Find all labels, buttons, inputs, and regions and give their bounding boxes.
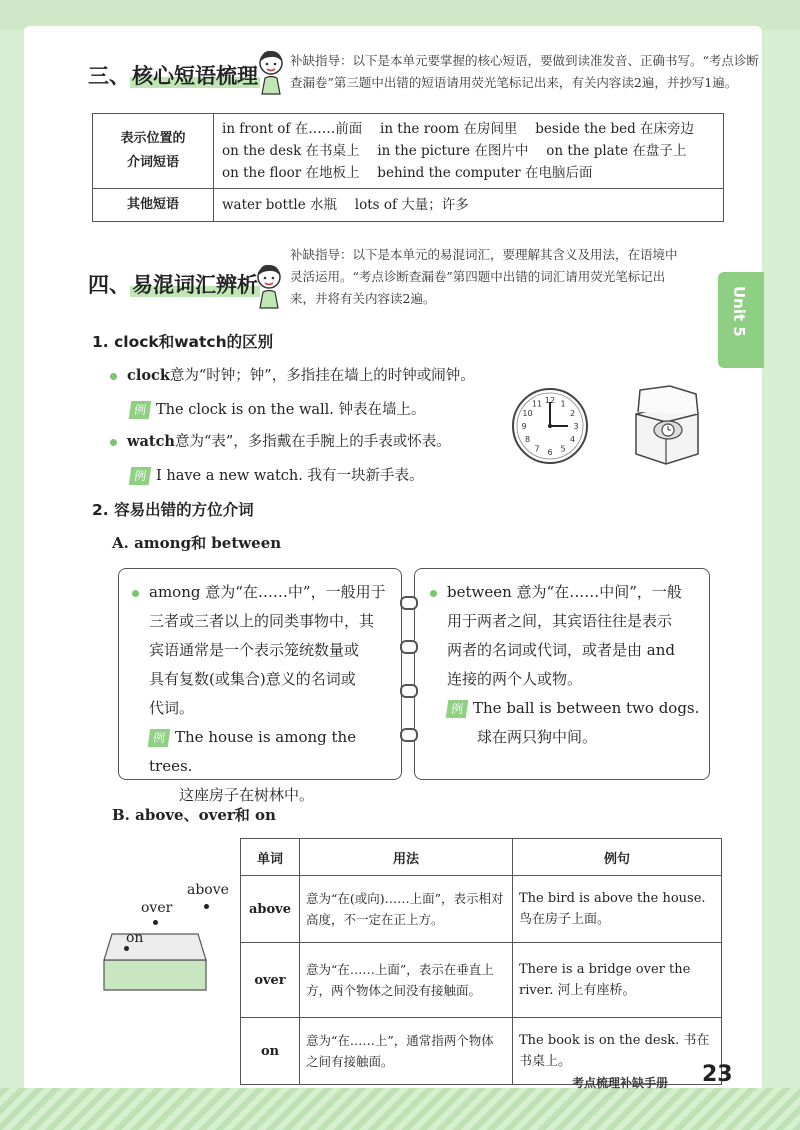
above-over-on-table — [240, 838, 722, 1085]
between-example: The ball is between two dogs. — [473, 699, 700, 717]
clock-number: 1 — [560, 399, 566, 409]
header-word: 单词 — [241, 839, 300, 876]
clock-text: 意为“时钟；钟”，多指挂在墙上的时钟或闹钟。 — [169, 368, 475, 384]
clock-definition — [110, 364, 475, 385]
clock-number: 2 — [569, 409, 576, 418]
diagram-label-on: on — [126, 930, 144, 946]
above-dot — [204, 904, 209, 909]
unit-tab — [718, 272, 764, 368]
clock-example — [130, 398, 426, 419]
table-row — [241, 876, 722, 943]
diagram-label-over: over — [141, 900, 173, 916]
among-translation: 这座房子在树林中。 — [179, 786, 315, 804]
watch-text: 意为“表”，多指戴在手腕上的手表或怀表。 — [174, 434, 451, 450]
watch-example — [130, 464, 423, 485]
among-text — [132, 578, 396, 810]
section3-number: 三、 — [88, 64, 130, 88]
between-text — [430, 578, 704, 752]
header-example: 例句 — [513, 839, 722, 876]
row-example: The book is on the desk. 书在书桌上。 — [513, 1018, 722, 1085]
phrase-line: on the floor 在地板上 behind the computer 在电脑后面 — [222, 165, 593, 181]
row-usage: 意为“在(或向)……上面”，表示相对高度，不一定在正上方。 — [300, 876, 513, 943]
clock-number: 10 — [522, 409, 533, 418]
between-line: between 意为“在……中间”，一般 — [447, 583, 682, 601]
wall-clock-icon — [510, 386, 590, 466]
phrase-row-location — [93, 114, 724, 189]
on-dot — [124, 946, 129, 951]
section3-guide-line1: 补缺指导：以下是本单元要掌握的核心短语，要做到读准发音、正确书写。“考点诊断 — [290, 53, 759, 68]
row-word: over — [241, 943, 300, 1018]
phrase-items-location — [214, 114, 724, 189]
phrase-line: in front of 在……前面 in the room 在房间里 beside the bed 在床旁边 — [222, 121, 695, 137]
row-word: above — [241, 876, 300, 943]
phrase-line: on the desk 在书桌上 in the picture 在图片中 on the plate 在盘子上 — [222, 143, 687, 159]
clock-number: 6 — [547, 448, 553, 457]
among-line: 宾语通常是一个表示笼统数量或 — [149, 641, 360, 659]
bullet-dot-icon — [430, 590, 437, 597]
footer-title: 考点梳理补缺手册 — [572, 1076, 669, 1090]
section4-guide-line2: 灵活运用。“考点诊断查漏卷”第四题中出错的词汇请用荧光笔标记出 — [290, 269, 666, 284]
phrase-row-other — [93, 189, 724, 222]
clock-word: clock — [127, 367, 170, 384]
section3-title-text: 核心短语梳理 — [132, 64, 258, 88]
example-badge: 例 — [148, 729, 171, 747]
binder-ring — [400, 728, 418, 742]
clock-number: 7 — [534, 444, 540, 454]
section3-title — [88, 60, 260, 90]
section3-guide-line2: 查漏卷”第三题中出错的短语请用荧光笔标记出来，有关内容读2遍，并抄写1遍。 — [290, 75, 738, 90]
part2-heading: 2. 容易出错的方位介词 — [92, 501, 254, 519]
bullet-dot-icon — [110, 373, 117, 380]
among-line: 具有复数(或集合)意义的名词或 — [149, 670, 356, 688]
section4-number: 四、 — [88, 273, 130, 297]
part2-sub-a: A. among和 between — [112, 534, 282, 552]
among-line: among 意为“在……中”，一般用于 — [149, 583, 386, 601]
box-diagram-icon — [102, 928, 208, 992]
clock-number: 3 — [573, 422, 579, 431]
clock-number: 8 — [524, 435, 531, 444]
unit-tab-label: Unit 5 — [730, 286, 748, 337]
girl-mascot-icon — [254, 262, 284, 310]
row-example: There is a bridge over the river. 河上有座桥。 — [513, 943, 722, 1018]
bullet-dot-icon — [132, 590, 139, 597]
among-example: The house is among the trees. — [149, 728, 357, 775]
among-line: 代词。 — [149, 699, 195, 717]
phrase-category-line1: 表示位置的 — [120, 131, 186, 146]
part1-heading: 1. clock和watch的区别 — [92, 333, 274, 351]
row-usage: 意为“在……上”，通常指两个物体之间有接触面。 — [300, 1018, 513, 1085]
example-badge: 例 — [129, 467, 152, 485]
row-usage: 意为“在……上面”，表示在垂直上方，两个物体之间没有接触面。 — [300, 943, 513, 1018]
header-usage: 用法 — [300, 839, 513, 876]
row-example: The bird is above the house. 鸟在房子上面。 — [513, 876, 722, 943]
diagram-label-above: above — [187, 882, 229, 898]
section4-guide-line3: 来，并将有关内容读2遍。 — [290, 291, 436, 306]
watch-example-text: I have a new watch. 我有一块新手表。 — [156, 468, 424, 484]
phrase-category-other: 其他短语 — [93, 189, 214, 222]
clock-example-text: The clock is on the wall. 钟表在墙上。 — [156, 402, 426, 418]
section4-title-text: 易混词汇辨析 — [132, 273, 258, 297]
girl-mascot-icon — [256, 48, 286, 96]
binder-ring — [400, 684, 418, 698]
table-row — [241, 943, 722, 1018]
part2-sub-b: B. above、over和 on — [112, 806, 276, 824]
phrase-category-location — [93, 114, 214, 189]
clock-number: 5 — [560, 444, 566, 454]
among-line: 三者或三者以上的同类事物中，其 — [149, 612, 375, 630]
section3-guide — [290, 50, 759, 94]
between-line: 两者的名词或代词，或者是由 and — [447, 641, 675, 659]
example-badge: 例 — [129, 401, 152, 419]
phrase-line: water bottle 水瓶 lots of 大量；许多 — [222, 197, 469, 213]
clock-number: 4 — [569, 435, 576, 444]
section4-title — [88, 269, 260, 299]
phrase-items-other — [214, 189, 724, 222]
over-dot — [153, 920, 158, 925]
between-translation: 球在两只狗中间。 — [477, 728, 598, 746]
page-frame-left — [0, 0, 24, 1130]
clock-number: 12 — [544, 396, 556, 405]
page-frame-right — [762, 0, 800, 1130]
phrase-table — [92, 113, 724, 222]
example-badge: 例 — [446, 700, 469, 718]
row-word: on — [241, 1018, 300, 1085]
section4-guide-line1: 补缺指导：以下是本单元的易混词汇，要理解其含义及用法，在语境中 — [290, 247, 678, 262]
clock-number: 11 — [531, 399, 543, 409]
watch-word: watch — [127, 433, 175, 450]
page-number: 23 — [702, 1062, 733, 1087]
watch-in-box-icon — [628, 384, 704, 468]
between-line: 用于两者之间，其宾语往往是表示 — [447, 612, 673, 630]
page-frame-bottom — [0, 1088, 800, 1130]
clock-number: 9 — [521, 422, 527, 431]
watch-definition — [110, 430, 451, 451]
bullet-dot-icon — [110, 439, 117, 446]
phrase-category-line2: 介词短语 — [126, 155, 179, 170]
between-line: 连接的两个人或物。 — [447, 670, 583, 688]
table-header-row — [241, 839, 722, 876]
binder-ring — [400, 596, 418, 610]
binder-ring — [400, 640, 418, 654]
section4-guide — [290, 244, 678, 310]
